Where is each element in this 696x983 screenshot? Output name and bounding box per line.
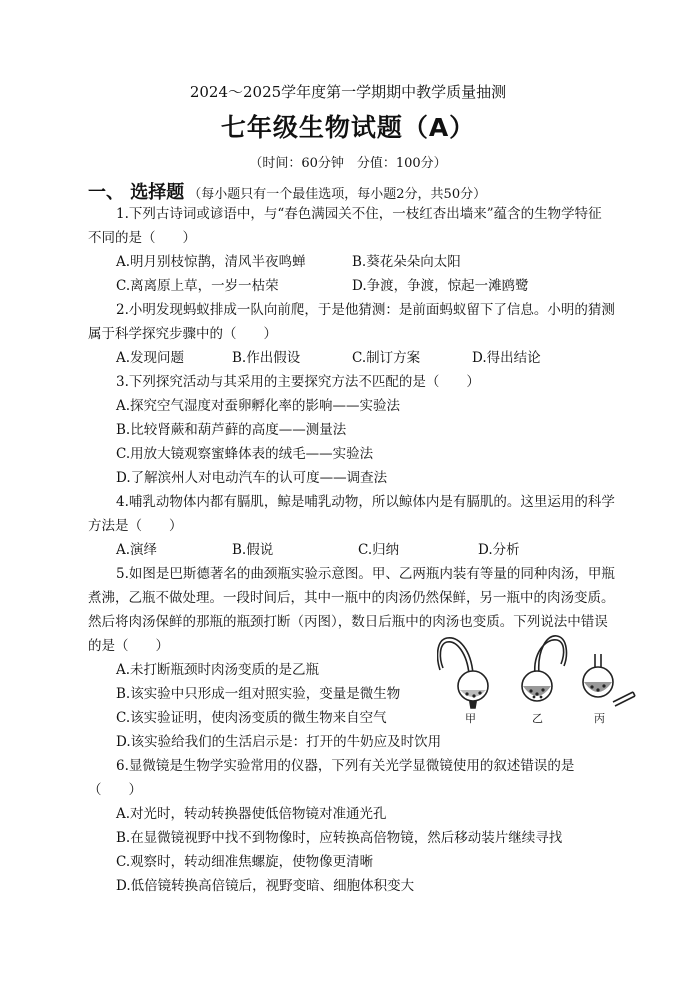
q3-option-c: C.用放大镜观察蜜蜂体表的绒毛——实验法 — [116, 446, 374, 462]
q3-option-d: D.了解滨州人对电动汽车的认可度——调查法 — [116, 470, 388, 486]
q1-option-b: B.葵花朵朵向太阳 — [352, 254, 461, 270]
q2-stem-2: 属于科学探究步骤中的（ ） — [88, 326, 277, 342]
q5-option-c: C.该实验证明，使肉汤变质的微生物来自空气 — [116, 710, 387, 726]
q2-option-c: C.制订方案 — [352, 350, 421, 366]
q6-option-a: A.对光时，转动转换器使低倍物镜对准通光孔 — [116, 806, 387, 822]
section-title: 一、 选择题 — [88, 182, 185, 203]
q3-option-b: B.比较肾蕨和葫芦藓的高度——测量法 — [116, 422, 347, 438]
q4-stem-1: 4.哺乳动物体内都有膈肌，鲸是哺乳动物，所以鲸体内是有膈肌的。这里运用的科学 — [116, 494, 615, 510]
swan-neck-flask-figure — [437, 634, 637, 726]
flask-jia — [438, 638, 488, 708]
q2-option-a: A.发现问题 — [116, 350, 185, 366]
q1-stem-1: 1.下列古诗词或谚语中，与“春色满园关不住，一枝红杏出墙来”蕴含的生物学特征 — [116, 206, 602, 222]
q1-option-d: D.争渡，争渡，惊起一滩鸥鹭 — [352, 278, 529, 294]
exam-title: 七年级生物试题（A） — [220, 113, 476, 142]
q1-option-a: A.明月别枝惊鹊，清风半夜鸣蝉 — [116, 254, 306, 270]
section-note: （每小题只有一个最佳选项，每小题2分，共50分） — [188, 187, 487, 202]
q4-option-b: B.假说 — [232, 542, 274, 558]
q6-stem-2: （ ） — [88, 782, 142, 798]
q6-option-b: B.在显微镜视野中找不到物像时，应转换高倍物镜，然后移动装片继续寻找 — [116, 830, 563, 846]
q1-stem-2: 不同的是（ ） — [88, 230, 196, 246]
q5-option-a: A.未打断瓶颈时肉汤变质的是乙瓶 — [116, 662, 320, 678]
flask-yi — [522, 636, 566, 701]
flask-label-bing: 丙 — [594, 712, 605, 725]
q2-option-d: D.得出结论 — [472, 350, 541, 366]
q3-option-a: A.探究空气湿度对蚕卵孵化率的影响——实验法 — [116, 398, 401, 414]
flask-label-jia: 甲 — [465, 712, 476, 725]
q1-option-c: C.离离原上草，一岁一枯荣 — [116, 278, 279, 294]
q4-option-c: C.归纳 — [358, 542, 400, 558]
q3-stem-1: 3.下列探究活动与其采用的主要探究方法不匹配的是（ ） — [116, 374, 480, 390]
flask-illustration — [437, 634, 637, 710]
q5-stem-1: 5.如图是巴斯德著名的曲颈瓶实验示意图。甲、乙两瓶内装有等量的同种肉汤，甲瓶 — [116, 566, 615, 582]
q2-option-b: B.作出假设 — [232, 350, 301, 366]
q5-stem-2: 煮沸，乙瓶不做处理。一段时间后，其中一瓶中的肉汤仍然保鲜，另一瓶中的肉汤变质。 — [88, 590, 615, 606]
q2-stem-1: 2.小明发现蚂蚁排成一队向前爬，于是他猜测：是前面蚂蚁留下了信息。小明的猜测 — [116, 302, 615, 318]
q6-option-d: D.低倍镜转换高倍镜后，视野变暗、细胞体积变大 — [116, 878, 415, 894]
q5-stem-4: 的是（ ） — [88, 638, 169, 654]
q5-option-d: D.该实验给我们的生活启示是：打开的牛奶应及时饮用 — [116, 734, 442, 750]
q4-stem-2: 方法是（ ） — [88, 518, 183, 534]
q6-stem-1: 6.显微镜是生物学实验常用的仪器，下列有关光学显微镜使用的叙述错误的是 — [116, 758, 575, 774]
exam-meta: （时间：60分钟 分值：100分） — [249, 156, 447, 171]
q5-option-b: B.该实验中只形成一组对照实验，变量是微生物 — [116, 686, 401, 702]
flask-label-yi: 乙 — [532, 712, 543, 725]
q4-option-a: A.演绎 — [116, 542, 158, 558]
q4-option-d: D.分析 — [478, 542, 520, 558]
section-1-heading — [88, 178, 486, 204]
exam-header-line: 2024～2025学年度第一学期期中教学质量抽测 — [189, 83, 507, 101]
q5-stem-3: 然后将肉汤保鲜的那瓶的瓶颈打断（丙图），数日后瓶中的肉汤也变质。下列说法中错误 — [88, 614, 608, 630]
q6-option-c: C.观察时，转动细准焦螺旋，使物像更清晰 — [116, 854, 374, 870]
flask-bing — [583, 654, 635, 706]
